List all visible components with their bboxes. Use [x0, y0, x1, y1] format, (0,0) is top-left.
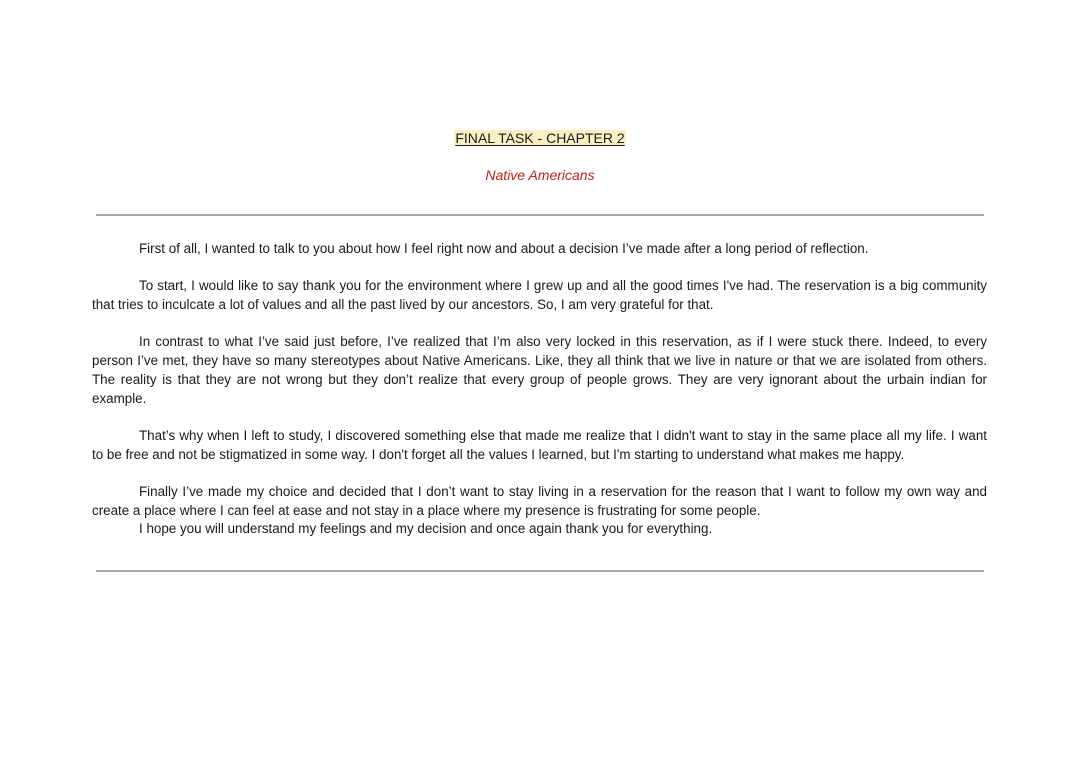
- bottom-divider: [96, 570, 984, 572]
- paragraph-2: To start, I would like to say thank you for the environment where I grew up and all the good times I've had. The reservation is a big community that tries to inculcate a lot of values and all the past lived by our ancestors. So, I am very grateful for that.: [92, 278, 987, 313]
- paragraph-3: In contrast to what I’ve said just before, I’ve realized that I’m also very locked in this reservation, as if I were stuck there. Indeed, to every person I’ve met, they have so many stereotypes about Native Americans. Like, they all think that we live in nature or that we are isolated from others. The reality is that they are not wrong but they don’t realize that every group of people grows. They are very ignorant about the urbain indian for example.: [92, 334, 987, 406]
- paragraph-6: I hope you will understand my feelings and my decision and once again thank you for everything.: [139, 521, 713, 537]
- document-subtitle: Native Americans: [485, 167, 595, 183]
- paragraph-4: That’s why when I left to study, I discovered something else that made me realize that I didn't want to stay in the same place all my life. I want to be free and not be stigmatized in some way. I don't forget all the values I learned, but I'm starting to understand what makes me happy.: [92, 427, 987, 462]
- document-title-text: FINAL TASK - CHAPTER 2: [455, 130, 625, 146]
- document-body: [92, 240, 987, 539]
- top-divider: [96, 214, 984, 216]
- paragraph-5: Finally I’ve made my choice and decided that I don’t want to stay living in a reservation for the reason that I want to follow my own way and create a place where I can feel at ease and not stay in a place where my presence is frustrating for some people.: [92, 484, 987, 518]
- document-title: [0, 129, 1080, 147]
- paragraph-1: First of all, I wanted to talk to you about how I feel right now and about a decision I’ve made after a long period of reflection.: [139, 241, 869, 256]
